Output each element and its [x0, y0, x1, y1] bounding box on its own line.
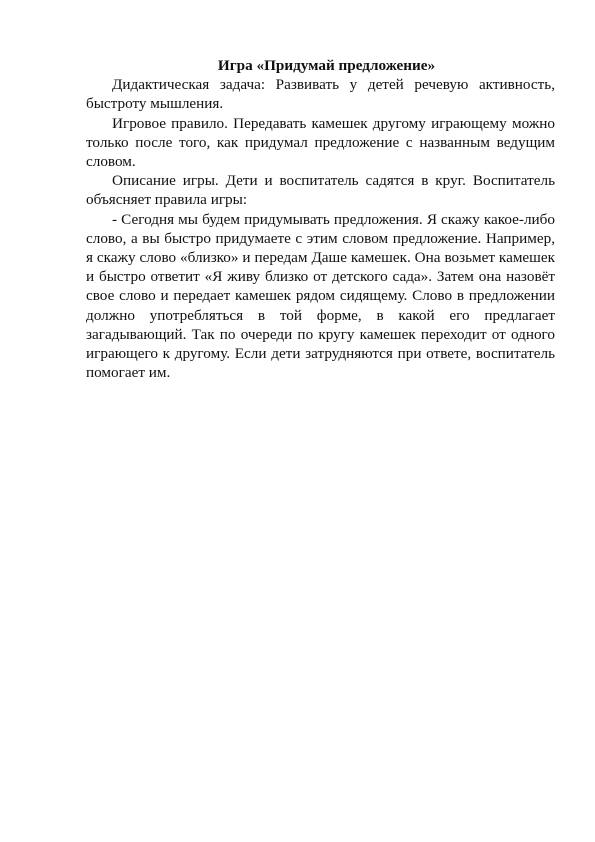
paragraph-didactic-task: Дидактическая задача: Развивать у детей речевую активность, быстроту мышления.	[86, 76, 555, 113]
paragraph-teacher-speech: - Сегодня мы будем придумывать предложения. Я скажу какое-либо слово, а вы быстро придумаете с этим словом предложение. Например, я скажу слово «близко» и передам Даше камешек. Она возьмет камешек и быстро ответит «Я живу близко от детского сада». Затем она назовёт свое слово и передает камешек рядом сидящему. Слово в предложении должно употребляться в той форме, в какой его предлагает загадывающий. Так по очереди по кругу камешек переходит от одного играющего к другому. Если дети затрудняются при ответе, воспитатель помогает им.	[86, 210, 555, 382]
paragraph-game-rule: Игровое правило. Передавать камешек другому играющему можно только после того, как придумал предложение с названным ведущим словом.	[86, 114, 555, 171]
document-body	[86, 56, 555, 382]
document-title: Игра «Придумай предложение»	[217, 57, 436, 74]
paragraph-game-description: Описание игры. Дети и воспитатель садятся в круг. Воспитатель объясняет правила игры:	[86, 172, 555, 209]
